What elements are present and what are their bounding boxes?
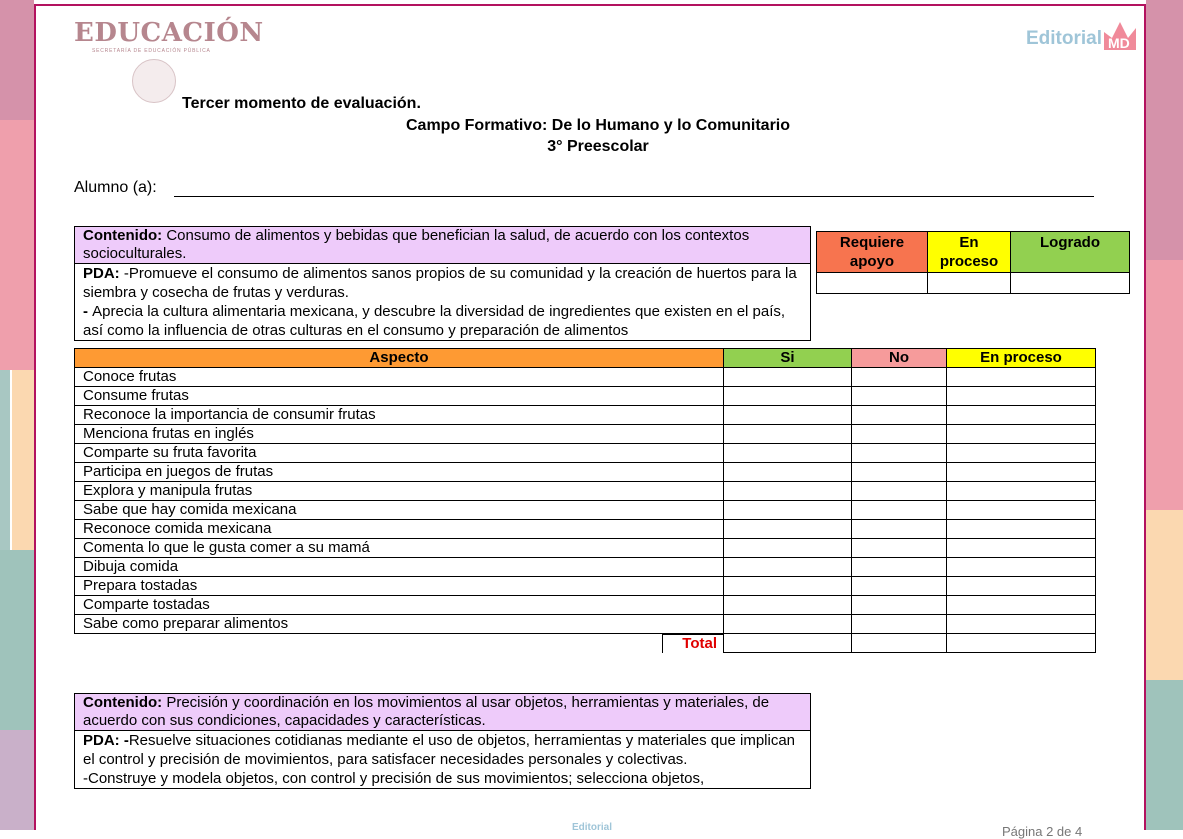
aspect-cell: Comparte tostadas — [75, 596, 724, 615]
aspect-cell: Prepara tostadas — [75, 577, 724, 596]
total-label: Total — [662, 634, 723, 653]
check-cell-no[interactable] — [852, 539, 947, 558]
check-cell-en-proceso[interactable] — [947, 558, 1096, 577]
document-page — [34, 4, 1146, 839]
check-cell-si[interactable] — [724, 482, 852, 501]
total-cell — [75, 634, 724, 653]
aspect-cell: Reconoce la importancia de consumir frutas — [75, 406, 724, 425]
check-cell-en-proceso[interactable] — [947, 596, 1096, 615]
bg-tile — [0, 120, 34, 370]
level-legend-table — [816, 231, 1130, 294]
contenido-text: Consumo de alimentos y bebidas que benefician la salud, de acuerdo con los contextos socioculturales. — [83, 227, 750, 262]
section1-pda — [75, 264, 810, 340]
level-cell-proceso[interactable] — [928, 273, 1011, 294]
table-row — [75, 615, 1096, 634]
level-en-proceso: En proceso — [928, 232, 1011, 273]
table-row — [75, 387, 1096, 406]
check-cell-en-proceso[interactable] — [947, 520, 1096, 539]
bg-tile — [0, 550, 34, 730]
check-cell-no[interactable] — [852, 558, 947, 577]
table-row — [75, 444, 1096, 463]
aspect-cell: Sabe como preparar alimentos — [75, 615, 724, 634]
level-logrado: Logrado — [1011, 232, 1130, 273]
check-cell-si[interactable] — [724, 520, 852, 539]
check-cell-si[interactable] — [724, 463, 852, 482]
aspect-cell: Conoce frutas — [75, 368, 724, 387]
check-cell-no[interactable] — [852, 444, 947, 463]
check-cell-no[interactable] — [852, 520, 947, 539]
contenido2-label: Contenido: — [83, 694, 163, 711]
header-si: Si — [724, 349, 852, 368]
table-row — [75, 558, 1096, 577]
pda-paragraph-2 — [83, 302, 802, 340]
aspect-cell: Explora y manipula frutas — [75, 482, 724, 501]
contenido2-text: Precisión y coordinación en los movimientos al usar objetos, herramientas y materiales, de acuerdo con sus condiciones, capacidades y características. — [83, 694, 770, 729]
doc-title-line1: Tercer momento de evaluación. — [182, 95, 421, 112]
pda-paragraph-1 — [83, 264, 802, 302]
check-cell-en-proceso[interactable] — [947, 501, 1096, 520]
pda2-paragraph-2 — [83, 769, 802, 788]
header-en-proceso: En proceso — [947, 349, 1096, 368]
bg-tile — [1146, 680, 1183, 830]
check-cell-no[interactable] — [852, 368, 947, 387]
table-row — [75, 501, 1096, 520]
table-row — [75, 577, 1096, 596]
check-cell-no[interactable] — [852, 577, 947, 596]
check-cell-si[interactable] — [724, 406, 852, 425]
check-cell-si[interactable] — [724, 577, 852, 596]
check-cell-si[interactable] — [724, 615, 852, 634]
pda-text-1: -Promueve el consumo de alimentos sanos propios de su comunidad y la creación de huertos para la siembra y cosecha de frutas y verduras. — [83, 265, 797, 301]
pda2-label: PDA: - — [83, 732, 129, 749]
pda2-text-2: -Construye y modela objetos, con control y precisión de sus movimientos; selecciona objetos, — [83, 770, 705, 787]
aspect-cell: Comparte su fruta favorita — [75, 444, 724, 463]
editorial-logo-text: Editorial — [1026, 28, 1103, 49]
table-row — [75, 425, 1096, 444]
total-cell-en-proceso[interactable] — [947, 634, 1096, 653]
check-cell-si[interactable] — [724, 425, 852, 444]
check-cell-en-proceso[interactable] — [947, 406, 1096, 425]
check-cell-si[interactable] — [724, 558, 852, 577]
check-cell-si[interactable] — [724, 368, 852, 387]
section2-contenido — [75, 694, 810, 731]
bg-tile — [0, 0, 34, 120]
aspect-cell: Comenta lo que le gusta comer a su mamá — [75, 539, 724, 558]
total-cell-si[interactable] — [724, 634, 852, 653]
header-aspecto: Aspecto — [75, 349, 724, 368]
check-cell-en-proceso[interactable] — [947, 577, 1096, 596]
check-cell-en-proceso[interactable] — [947, 463, 1096, 482]
total-row — [75, 634, 1096, 653]
aspect-cell: Consume frutas — [75, 387, 724, 406]
check-cell-no[interactable] — [852, 482, 947, 501]
aspect-cell: Participa en juegos de frutas — [75, 463, 724, 482]
footer-editorial-logo: Editorial — [572, 822, 613, 833]
check-cell-no[interactable] — [852, 615, 947, 634]
check-cell-no[interactable] — [852, 425, 947, 444]
check-cell-no[interactable] — [852, 406, 947, 425]
check-cell-no[interactable] — [852, 387, 947, 406]
table-row — [75, 539, 1096, 558]
table-row — [75, 596, 1096, 615]
check-cell-no[interactable] — [852, 463, 947, 482]
section2-box — [74, 693, 811, 789]
aspect-cell: Dibuja comida — [75, 558, 724, 577]
level-cell-requiere[interactable] — [817, 273, 928, 294]
check-cell-en-proceso[interactable] — [947, 615, 1096, 634]
aspect-cell: Menciona frutas en inglés — [75, 425, 724, 444]
pda-label: PDA: — [83, 265, 120, 282]
student-name-label: Alumno (a): — [74, 179, 157, 196]
table-row — [75, 482, 1096, 501]
check-cell-en-proceso[interactable] — [947, 425, 1096, 444]
section1-contenido — [75, 227, 810, 264]
aspect-cell: Reconoce comida mexicana — [75, 520, 724, 539]
editorial-md-logo-icon — [1100, 16, 1140, 56]
header-no: No — [852, 349, 947, 368]
page-number: Página 2 de 4 — [1002, 824, 1083, 839]
pda2-paragraph-1 — [83, 731, 802, 769]
table-row — [75, 368, 1096, 387]
bg-tile — [0, 370, 10, 550]
check-cell-en-proceso[interactable] — [947, 368, 1096, 387]
section2-pda — [75, 731, 810, 788]
bg-tile — [0, 730, 34, 830]
pda2-text-1: Resuelve situaciones cotidianas mediante el uso de objetos, herramientas y materiales que implican el control y precisión de movimientos, para satisfacer necesidades personales y colectivas. — [83, 732, 796, 768]
doc-title-line3: 3° Preescolar — [547, 138, 649, 155]
check-cell-no[interactable] — [852, 596, 947, 615]
contenido-label: Contenido: — [83, 227, 163, 244]
aspects-body — [75, 368, 1096, 653]
sep-subtitle: SECRETARÍA DE EDUCACIÓN PÚBLICA — [92, 48, 211, 54]
doc-title-line2: Campo Formativo: De lo Humano y lo Comunitario — [405, 117, 791, 134]
section1-box — [74, 226, 811, 341]
aspect-cell: Sabe que hay comida mexicana — [75, 501, 724, 520]
check-cell-en-proceso[interactable] — [947, 482, 1096, 501]
check-cell-en-proceso[interactable] — [947, 444, 1096, 463]
student-name-line[interactable] — [174, 195, 1094, 197]
check-cell-si[interactable] — [724, 444, 852, 463]
check-cell-si[interactable] — [724, 539, 852, 558]
bg-tile — [12, 370, 34, 550]
level-requiere-apoyo: Requiere apoyo — [817, 232, 928, 273]
check-cell-en-proceso[interactable] — [947, 539, 1096, 558]
check-cell-no[interactable] — [852, 501, 947, 520]
bg-tile — [1146, 260, 1183, 510]
check-cell-si[interactable] — [724, 501, 852, 520]
table-row — [75, 406, 1096, 425]
pda-text-2: Aprecia la cultura alimentaria mexicana, y descubre la diversidad de ingredientes que existen en el país, así como la influencia de otras culturas en el consumo y preparación de alimentos — [83, 303, 786, 339]
pda-dash: - — [83, 303, 93, 320]
educacion-logo: EDUCACIÓN — [74, 18, 264, 48]
mexico-seal-icon — [132, 59, 176, 103]
aspects-table — [74, 348, 1096, 653]
level-cell-logrado[interactable] — [1011, 273, 1130, 294]
table-row — [75, 520, 1096, 539]
check-cell-si[interactable] — [724, 387, 852, 406]
check-cell-en-proceso[interactable] — [947, 387, 1096, 406]
editorial-mark: MD — [1108, 35, 1130, 51]
check-cell-si[interactable] — [724, 596, 852, 615]
bg-tile — [1146, 510, 1183, 680]
total-cell-no[interactable] — [852, 634, 947, 653]
table-row — [75, 463, 1096, 482]
